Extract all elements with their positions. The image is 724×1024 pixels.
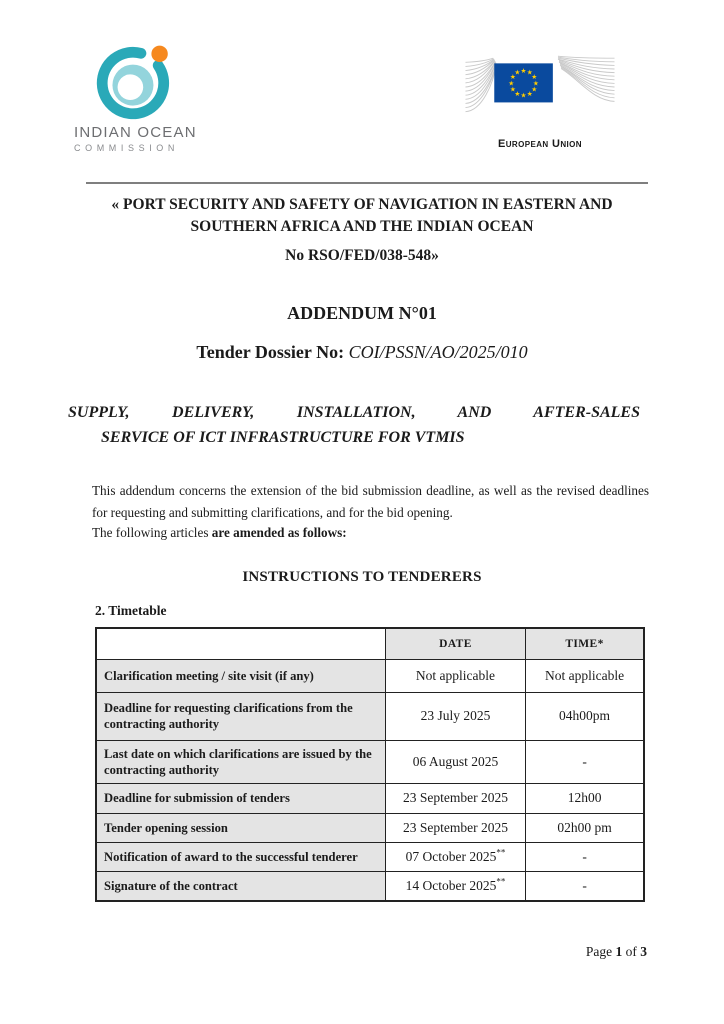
- table-row: [96, 740, 644, 783]
- eu-flag-icon: [465, 50, 615, 124]
- table-row: [96, 842, 644, 871]
- page-prefix: Page: [585, 944, 613, 959]
- svg-text:★: ★: [520, 66, 527, 75]
- subject-heading-line2: SERVICE OF ICT INFRASTRUCTURE FOR VTMIS: [101, 429, 465, 446]
- ioc-swirl-icon: [94, 40, 176, 122]
- european-union-logo: [465, 50, 615, 150]
- row-time: -: [526, 842, 644, 871]
- row-label: Tender opening session: [96, 813, 385, 842]
- row-label: Deadline for requesting clarifications from the contracting authority: [96, 692, 385, 740]
- page-number: 1: [615, 944, 623, 959]
- row-label: Last date on which clarifications are issued by the contracting authority: [96, 740, 385, 783]
- row-date: [385, 659, 525, 692]
- row-date: [385, 813, 525, 842]
- programme-reference: No RSO/FED/038-548»: [285, 247, 439, 264]
- svg-text:★: ★: [520, 91, 527, 100]
- svg-text:★: ★: [508, 79, 515, 88]
- row-time: 04h00pm: [526, 692, 644, 740]
- programme-title-line2: SOUTHERN AFRICA AND THE INDIAN OCEAN: [190, 218, 534, 235]
- header-divider: [86, 182, 648, 184]
- tender-dossier-number: COI/PSSN/AO/2025/010: [348, 342, 528, 362]
- timetable-subheading: 2. Timetable: [95, 603, 167, 618]
- row-date: [385, 842, 525, 871]
- row-label: Clarification meeting / site visit (if any): [96, 659, 385, 692]
- programme-title: [60, 194, 664, 238]
- row-date-text: 23 September 2025: [402, 819, 508, 835]
- amendment-note-bold: are amended as follows:: [211, 525, 347, 540]
- ioc-subtitle-text: COMMISSION: [74, 143, 180, 153]
- svg-text:★: ★: [526, 89, 533, 98]
- timetable-header-time: TIME*: [526, 628, 644, 659]
- svg-text:★: ★: [531, 73, 538, 82]
- svg-text:★: ★: [514, 89, 521, 98]
- tender-dossier-label: Tender Dossier No:: [196, 342, 349, 362]
- tender-dossier-line: [60, 342, 664, 363]
- svg-text:★: ★: [509, 85, 516, 94]
- row-time: 02h00 pm: [526, 813, 644, 842]
- amendment-note: [92, 525, 649, 541]
- programme-title-line1: « PORT SECURITY AND SAFETY OF NAVIGATION IN EASTERN AND: [111, 196, 613, 213]
- row-date: [385, 783, 525, 813]
- svg-text:★: ★: [531, 85, 538, 94]
- section-heading: INSTRUCTIONS TO TENDERERS: [242, 569, 482, 585]
- ioc-name-text: INDIAN OCEAN: [74, 124, 197, 141]
- row-date: [385, 740, 525, 783]
- row-time: -: [526, 740, 644, 783]
- row-date-text: Not applicable: [415, 667, 496, 683]
- timetable-header-row: [96, 628, 644, 659]
- table-row: [96, 783, 644, 813]
- eu-right-swoosh: [558, 56, 615, 101]
- row-time: 12h00: [526, 783, 644, 813]
- page-of: of: [625, 944, 637, 959]
- table-row: [96, 813, 644, 842]
- addendum-heading: ADDENDUM N°01: [287, 303, 437, 323]
- indian-ocean-commission-logo: [74, 40, 197, 153]
- subject-heading: [68, 400, 640, 450]
- row-date-text: 23 July 2025: [420, 708, 491, 723]
- svg-text:★: ★: [514, 68, 521, 77]
- row-date-superscript: **: [496, 847, 506, 857]
- eu-left-swoosh: [465, 58, 496, 111]
- eu-label-text: European Union: [498, 138, 582, 150]
- subject-heading-line1: SUPPLY, DELIVERY, INSTALLATION, AND AFTER-SALES: [68, 404, 640, 421]
- svg-text:★: ★: [532, 79, 539, 88]
- row-time: Not applicable: [526, 659, 644, 692]
- amendment-note-regular: The following articles: [92, 525, 212, 540]
- page-total: 3: [640, 944, 647, 959]
- row-date-text: 06 August 2025: [412, 753, 499, 769]
- row-date-text: 23 September 2025: [402, 790, 508, 805]
- timetable: [95, 627, 645, 902]
- svg-text:★: ★: [509, 73, 516, 82]
- intro-paragraph: This addendum concerns the extension of the bid submission deadline, as well as the revised deadlines for requesting and submitting clarifications, and for the bid opening.: [92, 483, 649, 520]
- row-label: Notification of award to the successful tenderer: [96, 842, 385, 871]
- table-row: [96, 871, 644, 901]
- row-date: [385, 871, 525, 901]
- row-date: [385, 692, 525, 740]
- row-date-text: 14 October 2025: [405, 877, 497, 893]
- svg-text:★: ★: [526, 68, 533, 77]
- row-time: -: [526, 871, 644, 901]
- row-date-superscript: **: [496, 876, 506, 887]
- timetable-header-date: DATE: [385, 628, 525, 659]
- table-row: [96, 692, 644, 740]
- row-date-text: 07 October 2025: [405, 848, 497, 864]
- row-label: Deadline for submission of tenders: [96, 783, 385, 813]
- table-row: [96, 659, 644, 692]
- row-label: Signature of the contract: [96, 871, 385, 901]
- page-number-footer: [586, 944, 647, 960]
- timetable-header-empty: [96, 628, 385, 659]
